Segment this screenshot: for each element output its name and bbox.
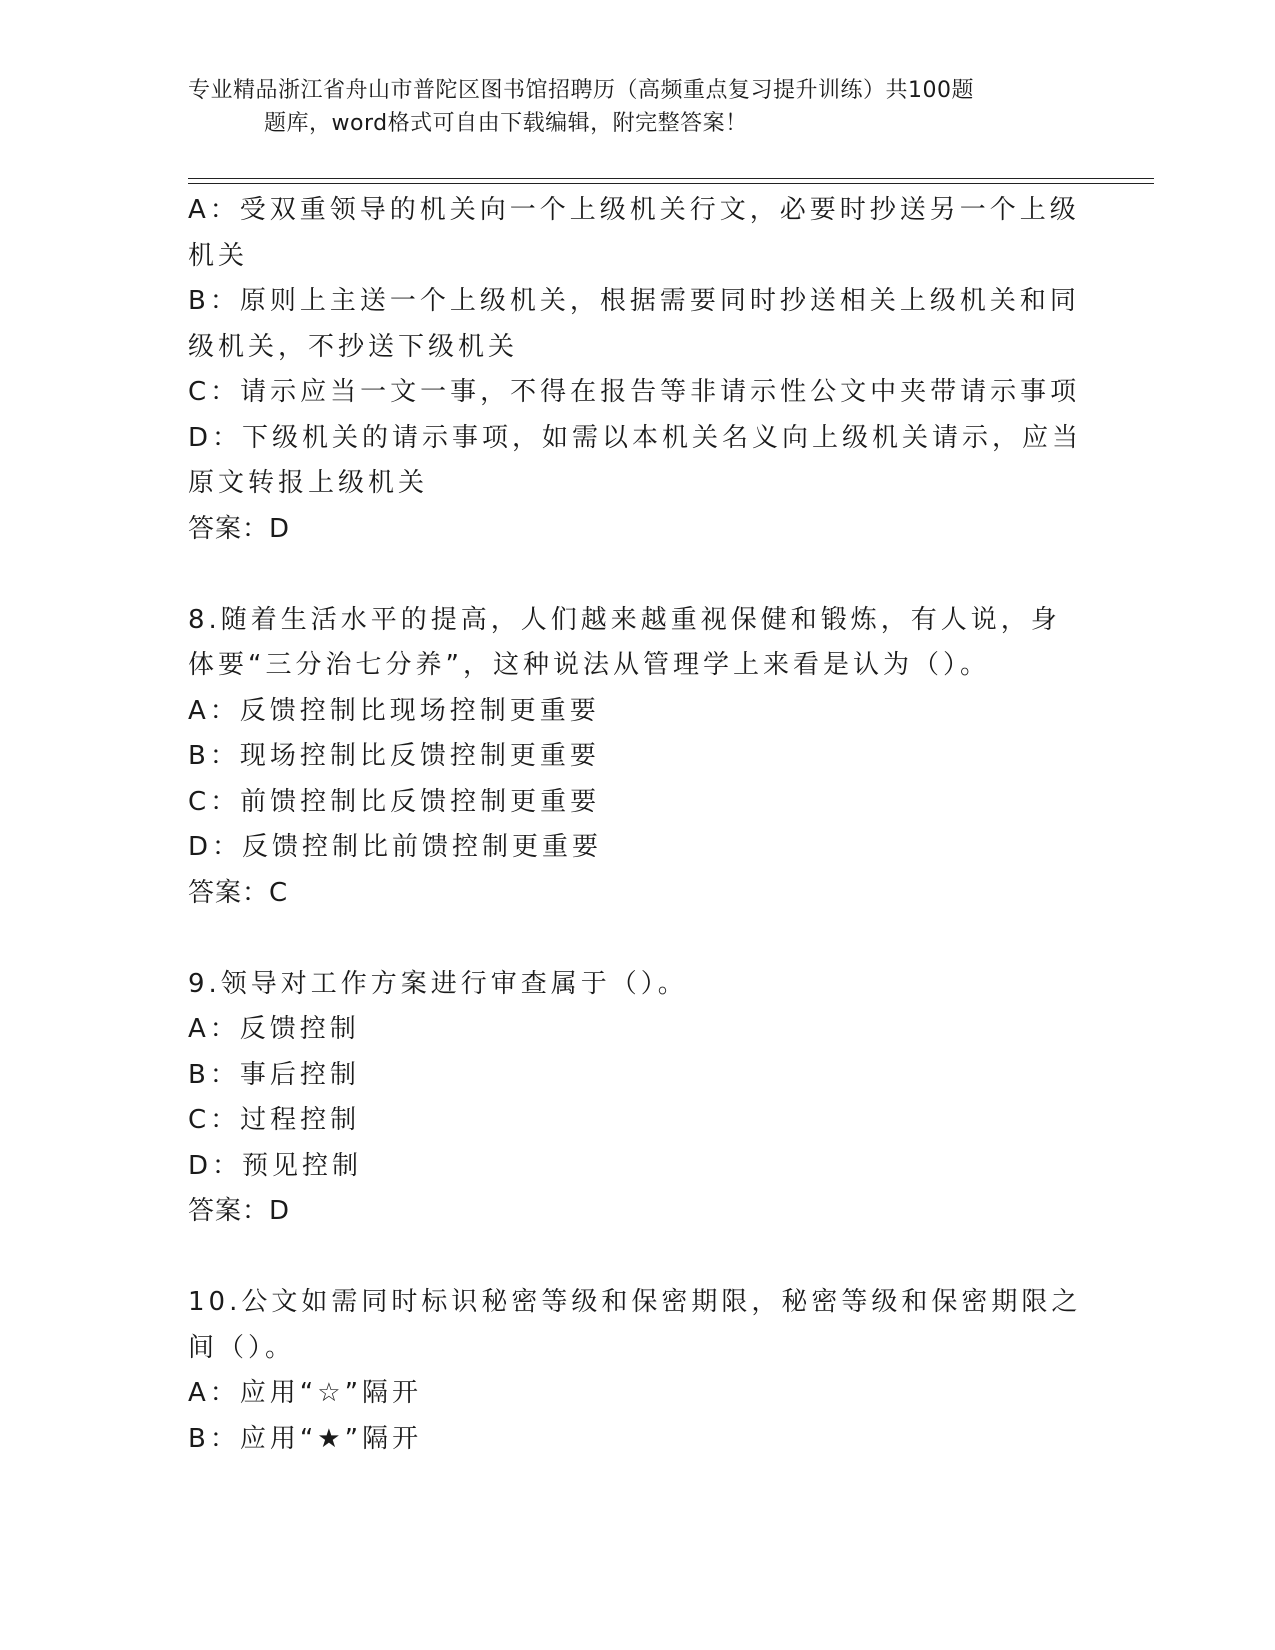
header-divider-top	[188, 178, 1154, 179]
option-b: B：现场控制比反馈控制更重要	[188, 741, 600, 771]
option-b: B：应用“★”隔开	[188, 1423, 423, 1454]
option-d: D：下级机关的请示事项，如需以本机关名义向上级机关请示，应当原文转报上级机关	[188, 422, 1083, 498]
answer-text: 答案：D	[188, 1196, 291, 1226]
spacer	[188, 552, 1088, 598]
answer-text: 答案：D	[188, 513, 291, 544]
spacer	[188, 1235, 1088, 1281]
option-d: D：预见控制	[188, 1150, 363, 1181]
question-block-10	[188, 1280, 1088, 1462]
option-c: C：请示应当一文一事，不得在报告等非请示性公文中夹带请示事项	[188, 377, 1081, 407]
option-b: B：事后控制	[188, 1059, 360, 1090]
question-list	[188, 188, 1088, 1462]
question-block-8	[188, 598, 1088, 917]
question-text: 8.随着生活水平的提高，人们越来越重视保健和锻炼，有人说，身体要“三分治七分养”，这种说法从管理学上来看是认为（）。	[188, 604, 1061, 680]
option-a: A：受双重领导的机关向一个上级机关行文，必要时抄送另一个上级机关	[188, 195, 1080, 271]
question-block-7	[188, 188, 1088, 552]
answer-text: 答案：C	[188, 877, 289, 908]
question-text: 9.领导对工作方案进行审查属于（）。	[188, 968, 688, 999]
header-title-line-2: 题库，word格式可自由下载编辑，附完整答案！	[264, 111, 748, 136]
question-block-9	[188, 962, 1088, 1235]
spacer	[188, 916, 1088, 962]
header-title-line-1: 专业精品浙江省舟山市普陀区图书馆招聘历（高频重点复习提升训练）共100题	[188, 78, 974, 103]
option-b: B：原则上主送一个上级机关，根据需要同时抄送相关上级机关和同级机关，不抄送下级机关	[188, 286, 1080, 362]
question-text: 10.公文如需同时标识秘密等级和保密期限，秘密等级和保密期限之间（）。	[188, 1287, 1082, 1363]
document-header	[188, 74, 1088, 140]
option-c: C：前馈控制比反馈控制更重要	[188, 786, 601, 817]
option-a: A：反馈控制比现场控制更重要	[188, 695, 600, 726]
header-divider-bottom	[188, 183, 1154, 184]
option-a: A：应用“☆”隔开	[188, 1378, 423, 1408]
option-d: D：反馈控制比前馈控制更重要	[188, 832, 603, 862]
option-a: A：反馈控制	[188, 1014, 360, 1044]
option-c: C：过程控制	[188, 1105, 361, 1135]
